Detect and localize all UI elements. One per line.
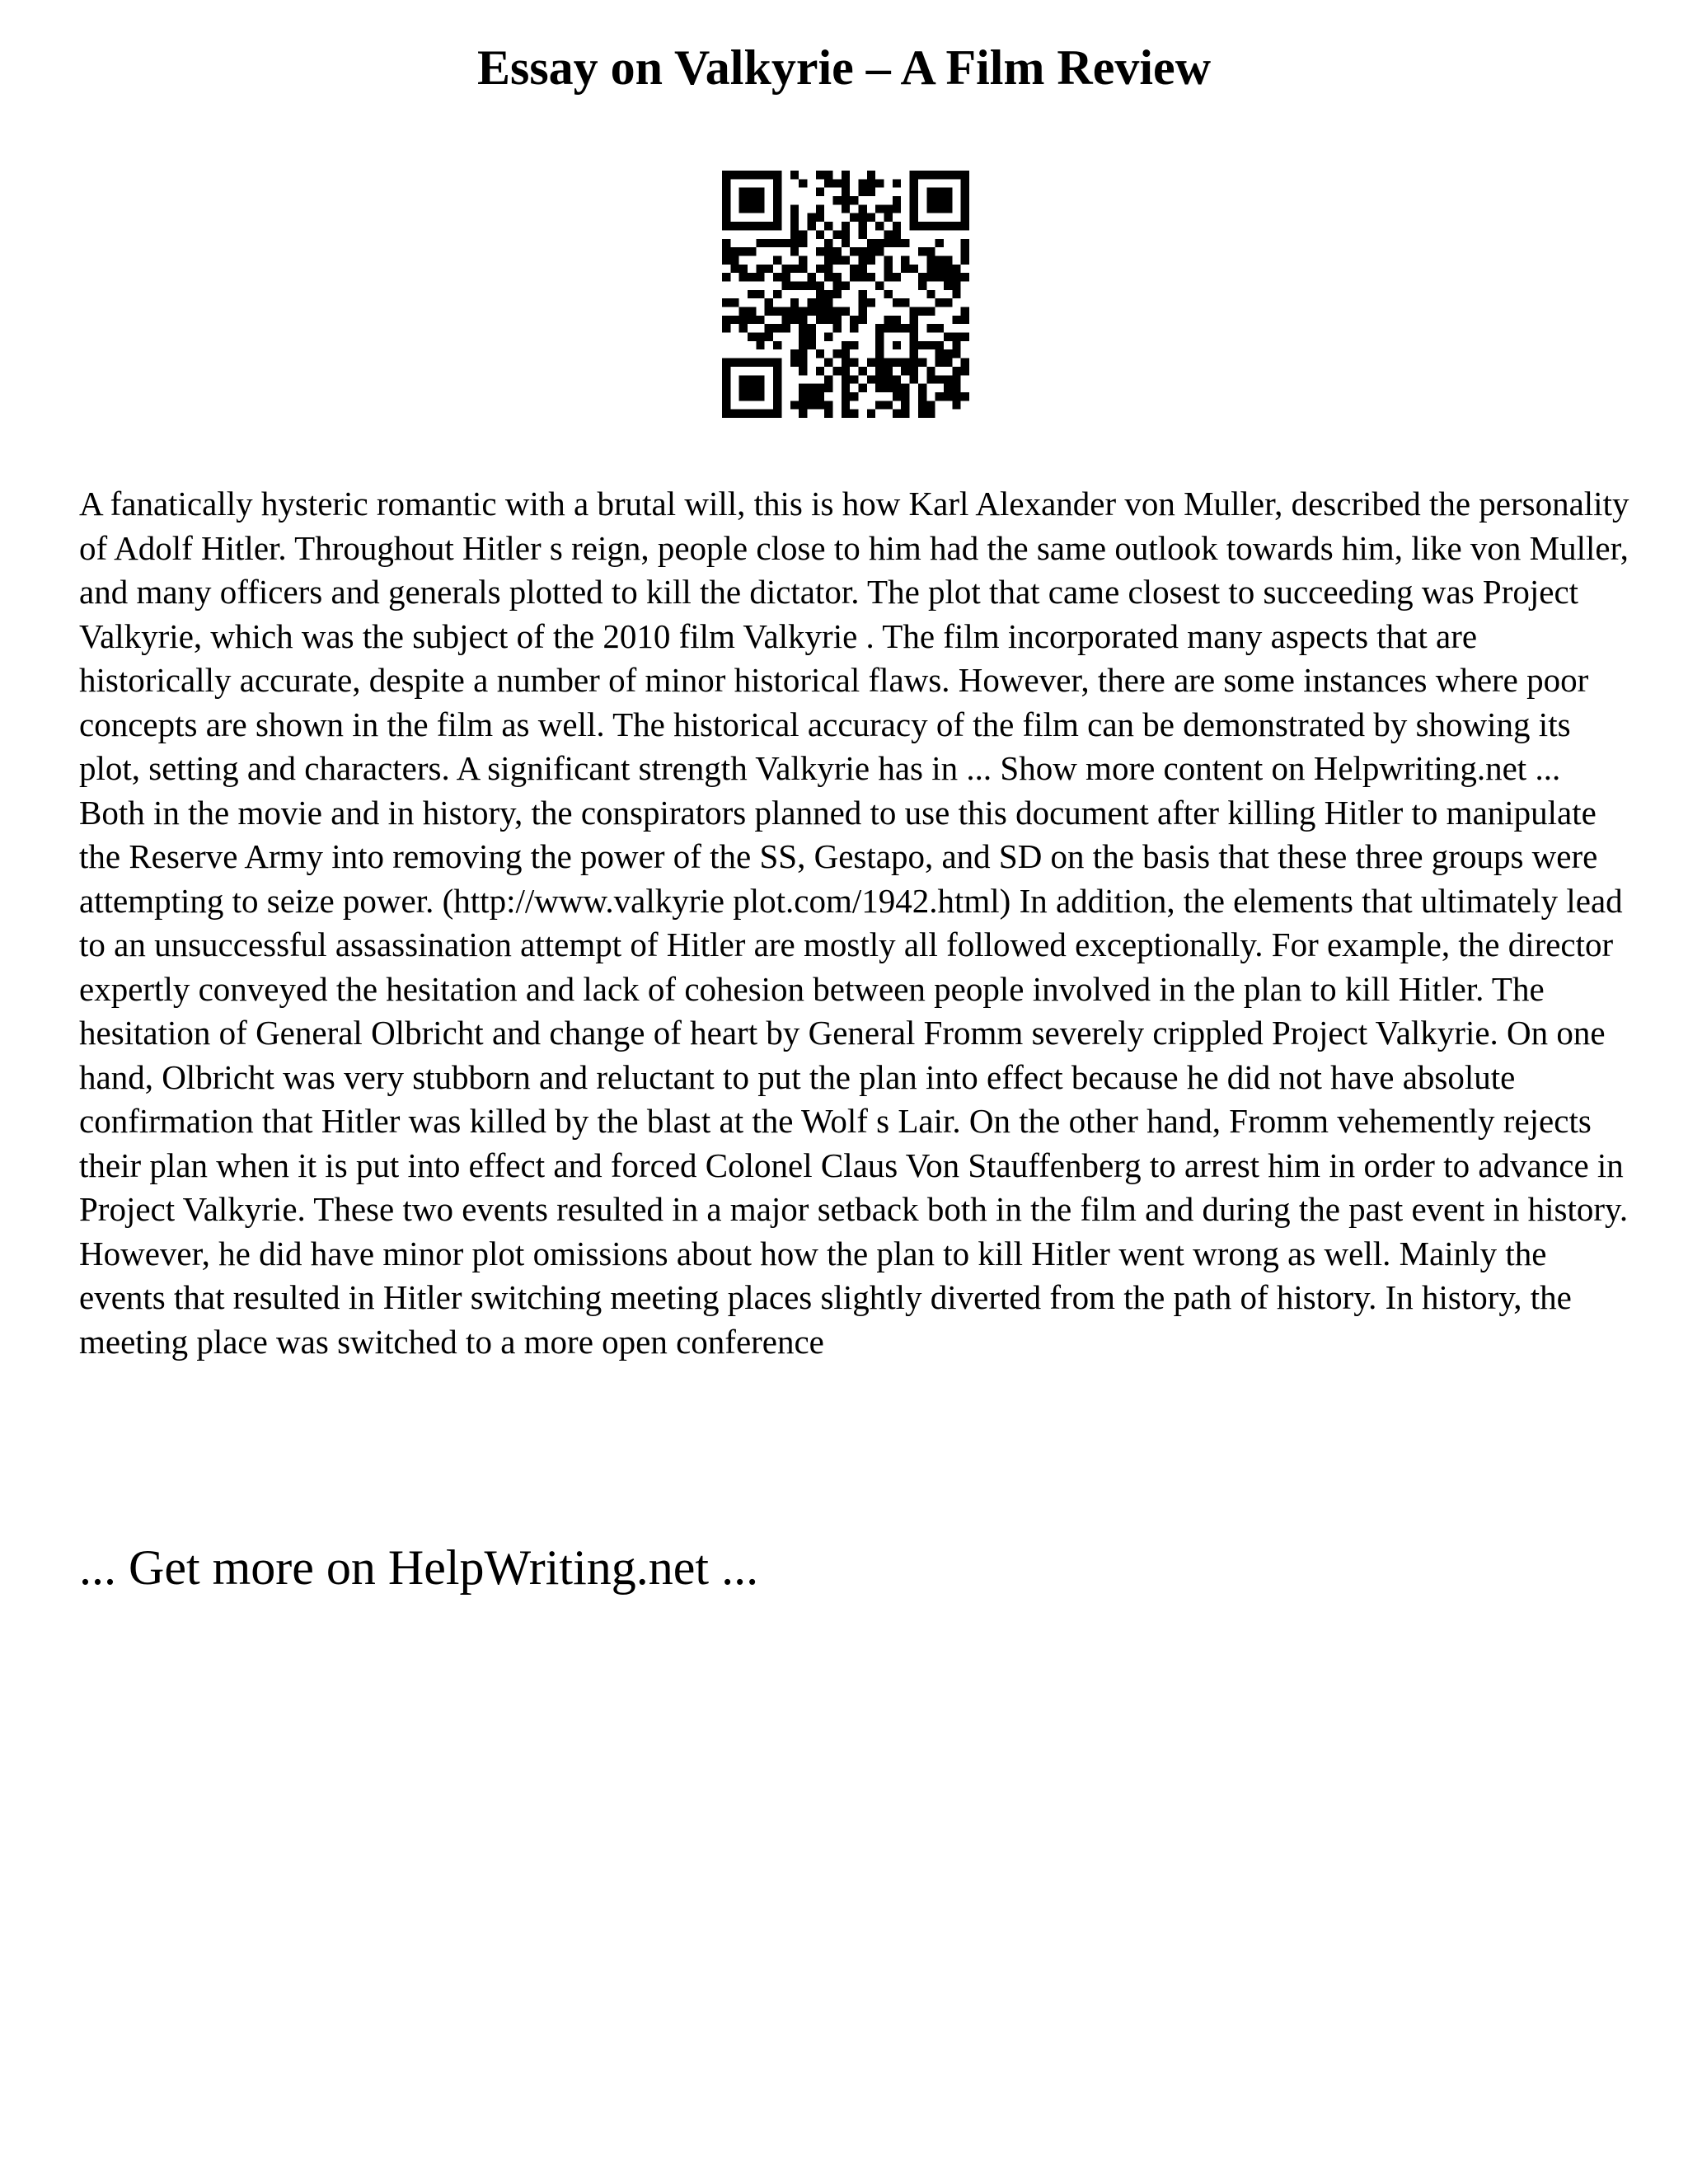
page-title: Essay on Valkyrie – A Film Review <box>476 40 1212 95</box>
essay-body <box>79 482 1637 1364</box>
get-more-link[interactable]: ... Get more on HelpWriting.net ... <box>79 1540 759 1595</box>
qr-code-icon[interactable] <box>722 171 969 418</box>
essay-paragraph-1: A fanatically hysteric romantic with a brutal will, this is how Karl Alexander von Muller, described the personality of Adolf Hitler. Throughout Hitler s reign, people close to him had the same outlook towards him, like von Muller, and many officers and generals plotted to kill the dictator. The plot that came closest to succeeding was Project Valkyrie, which was the subject of the 2010 film Valkyrie . The film incorporated many aspects that are historically accurate, despite a number of minor historical flaws. However, there are some instances where poor concepts are shown in the film as well. The historical accuracy of the film can be demonstrated by showing its plot, setting and characters. A significant strength Valkyrie has in ... Show more content on Helpwriting.net ... <box>79 485 1629 787</box>
essay-paragraph-2: Both in the movie and in history, the conspirators planned to use this document after killing Hitler to manipulate the Reserve Army into removing the power of the SS, Gestapo, and SD on the basis that these three groups were attempting to seize power. (http://www.valkyrie plot.com/1942.html) In addition, the elements that ultimately lead to an unsuccessful assassination attempt of Hitler are mostly all followed exceptionally. For example, the director expertly conveyed the hesitation and lack of cohesion between people involved in the plan to kill Hitler. The hesitation of General Olbricht and change of heart by General Fromm severely crippled Project Valkyrie. On one hand, Olbricht was very stubborn and reluctant to put the plan into effect because he did not have absolute confirmation that Hitler was killed by the blast at the Wolf s Lair. On the other hand, Fromm vehemently rejects their plan when it is put into effect and forced Colonel Claus Von Stauffenberg to arrest him in order to advance in Project Valkyrie. These two events resulted in a major setback both in the film and during the past event in history. However, he did have minor plot omissions about how the plan to kill Hitler went wrong as well. Mainly the events that resulted in Hitler switching meeting places slightly diverted from the path of history. In history, the meeting place was switched to a more open conference <box>79 793 1629 1361</box>
